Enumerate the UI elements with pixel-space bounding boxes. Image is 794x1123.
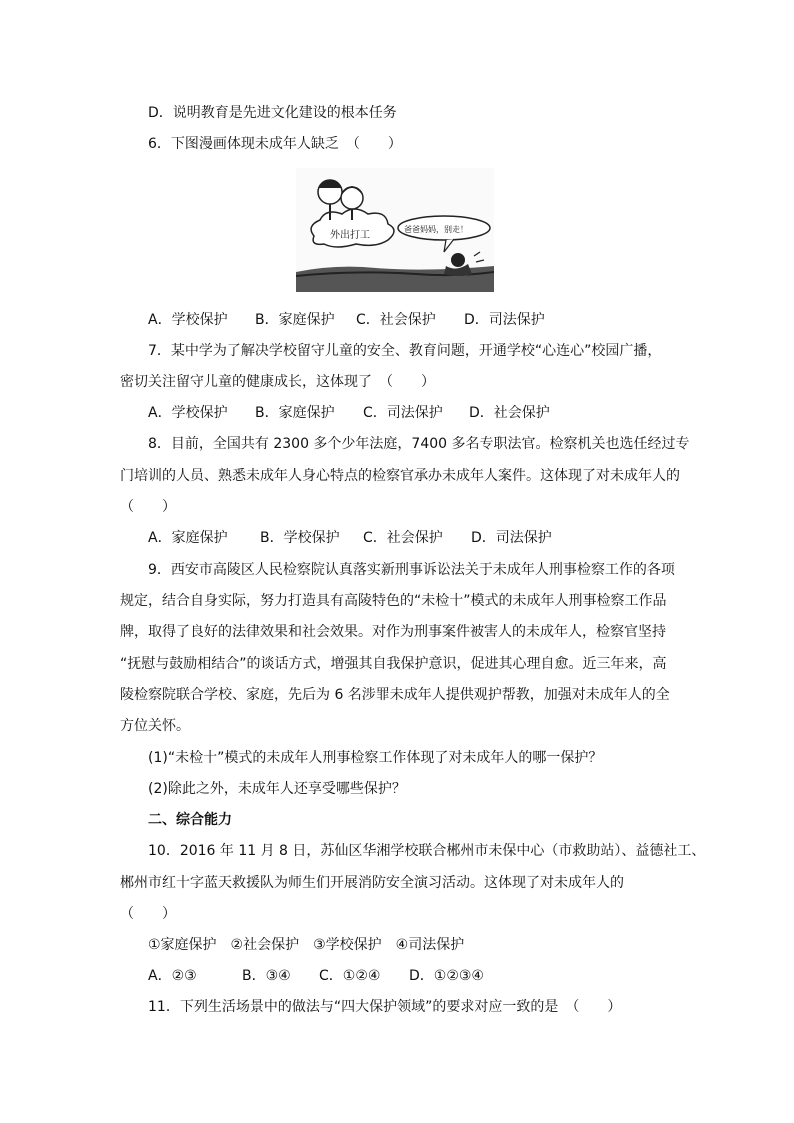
child-figure bbox=[451, 253, 465, 267]
q10-line-2: 郴州市红十字蓝天救援队为师生们开展消防安全演习活动。这体现了对未成年人的 bbox=[120, 875, 624, 891]
q9-line-2: 规定，结合自身实际，努力打造具有高陵特色的“未检十”模式的未成年人刑事检察工作品 bbox=[120, 593, 667, 609]
q9-subquestion-1: (1)“未检十”模式的未成年人刑事检察工作体现了对未成年人的哪一保护？ bbox=[148, 750, 603, 766]
q7-line-2: 密切关注留守儿童的健康成长，这体现了 （ ） bbox=[120, 374, 435, 390]
bubble-text: 爸爸妈妈，别走！ bbox=[404, 225, 468, 234]
q9-line-4: “抚慰与鼓励相结合”的谈话方式，增强其自我保护意识，促进其心理自愈。近三年来，高 bbox=[120, 656, 667, 672]
q10-option-c: C．①②④ bbox=[319, 968, 381, 984]
q6-option-a: A．学校保护 bbox=[148, 312, 228, 328]
q10-line-1: 10．2016 年 11 月 8 日，苏仙区华湘学校联合郴州市未保中心（市救助站）、益德社工、 bbox=[148, 843, 706, 859]
q7-line-1: 7．某中学为了解决学校留守儿童的安全、教育问题，开通学校“心连心”校园广播， bbox=[148, 343, 662, 359]
q9-subquestion-2: (2)除此之外，未成年人还享受哪些保护？ bbox=[148, 781, 406, 797]
cartoon-figure bbox=[296, 168, 494, 292]
q6-option-d: D．司法保护 bbox=[464, 312, 545, 328]
q8-line-1: 8．目前，全国共有 2300 多个少年法庭，7400 多名专职法官。检察机关也选任经过专 bbox=[148, 436, 690, 452]
q6-option-c: C．社会保护 bbox=[356, 312, 436, 328]
q8-option-d: D．司法保护 bbox=[471, 530, 552, 546]
q5-option-d: D．说明教育是先进文化建设的根本任务 bbox=[148, 105, 397, 121]
cartoon-illustration bbox=[296, 168, 494, 292]
q6-options bbox=[148, 310, 545, 330]
q8-option-a: A．家庭保护 bbox=[148, 530, 228, 546]
q10-option-b: B．③④ bbox=[242, 968, 291, 984]
q9-line-3: 牌，取得了良好的法律效果和社会效果。对作为刑事案件被害人的未成年人，检察官坚持 bbox=[120, 624, 666, 640]
section-heading: 二、综合能力 bbox=[148, 812, 232, 828]
q8-line-3: （ ） bbox=[120, 499, 176, 515]
q8-line-2: 门培训的人员、熟悉未成年人身心特点的检察官承办未成年人案件。这体现了对未成年人的 bbox=[120, 468, 680, 484]
q8-option-c: C．社会保护 bbox=[363, 530, 443, 546]
q9-line-1: 9．西安市高陵区人民检察院认真落实新刑事诉讼法关于未成年人刑事检察工作的各项 bbox=[148, 562, 675, 578]
q11-line-1: 11．下列生活场景中的做法与“四大保护领域”的要求对应一致的是 （ ） bbox=[148, 999, 622, 1015]
q10-line-3: （ ） bbox=[120, 906, 176, 922]
q6-option-b: B．家庭保护 bbox=[255, 312, 335, 328]
q10-option-a: A．②③ bbox=[148, 968, 197, 984]
q7-option-d: D．社会保护 bbox=[469, 405, 550, 421]
q9-line-6: 方位关怀。 bbox=[120, 718, 190, 734]
q7-option-b: B．家庭保护 bbox=[255, 405, 335, 421]
q7-options bbox=[148, 403, 550, 423]
q10-items: ①家庭保护 ②社会保护 ③学校保护 ④司法保护 bbox=[148, 937, 465, 953]
q7-option-a: A．学校保护 bbox=[148, 405, 228, 421]
cloud-label: 外出打工 bbox=[330, 230, 370, 241]
q8-options bbox=[148, 528, 552, 548]
q10-option-d: D．①②③④ bbox=[409, 968, 484, 984]
q10-options bbox=[148, 966, 484, 986]
q9-line-5: 陵检察院联合学校、家庭，先后为 6 名涉罪未成年人提供观护帮教，加强对未成年人的全 bbox=[120, 687, 670, 703]
q6-stem: 6．下图漫画体现未成年人缺乏 （ ） bbox=[148, 136, 402, 152]
q7-option-c: C．司法保护 bbox=[363, 405, 443, 421]
q8-option-b: B．学校保护 bbox=[260, 530, 340, 546]
